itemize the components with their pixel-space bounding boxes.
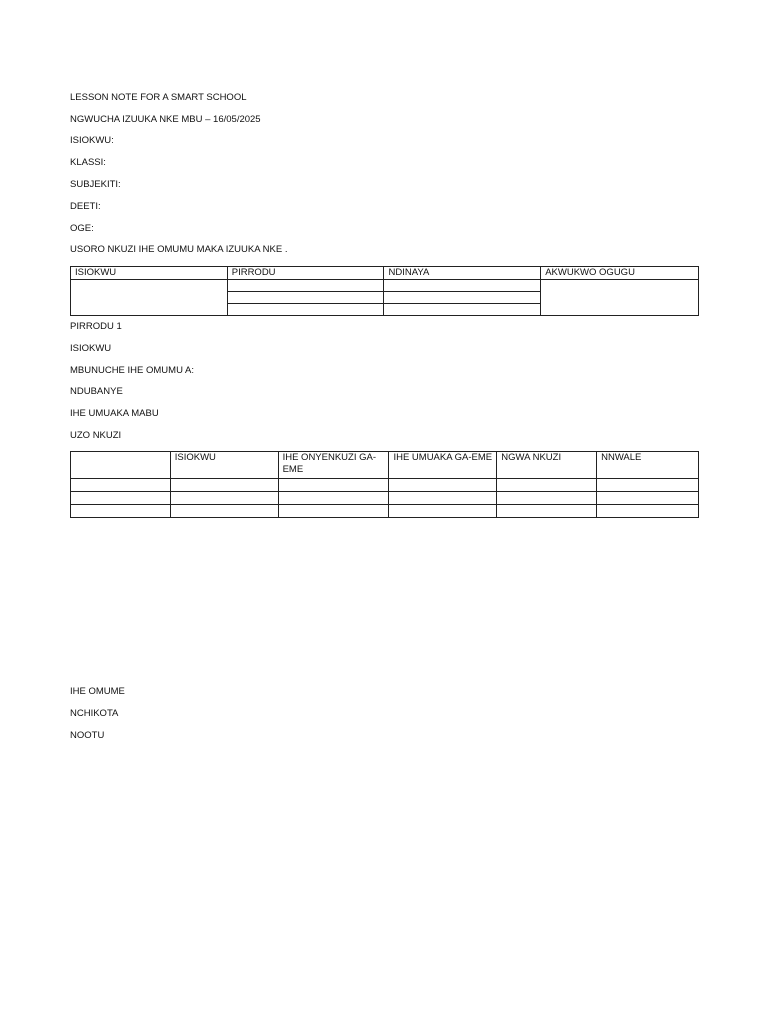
doc-title: LESSON NOTE FOR A SMART SCHOOL xyxy=(70,92,247,103)
table-row xyxy=(71,280,699,292)
table-cell[interactable] xyxy=(227,292,384,304)
isiokwu-heading: ISIOKWU xyxy=(70,343,112,354)
ihe-omume-label: IHE OMUME xyxy=(70,686,125,697)
scheme-header-cell: AKWUKWO OGUGU xyxy=(541,267,699,280)
steps-header-cell: NGWA NKUZI xyxy=(497,452,597,479)
table-cell[interactable] xyxy=(597,492,699,505)
table-cell[interactable] xyxy=(227,304,384,316)
scheme-header-cell: ISIOKWU xyxy=(71,267,228,280)
table-cell[interactable] xyxy=(170,479,278,492)
klassi-label: KLASSI: xyxy=(70,157,106,168)
table-cell[interactable] xyxy=(384,280,541,292)
mbunuche-label: MBUNUCHE IHE OMUMU A: xyxy=(70,365,195,376)
table-cell[interactable] xyxy=(227,280,384,292)
table-row xyxy=(71,492,699,505)
table-cell[interactable] xyxy=(170,505,278,518)
oge-label: OGE: xyxy=(70,223,94,234)
scheme-table xyxy=(70,266,699,316)
table-cell[interactable] xyxy=(389,505,497,518)
ihe-umuaka-mabu-label: IHE UMUAKA MABU xyxy=(70,408,159,419)
table-row xyxy=(71,479,699,492)
table-cell[interactable] xyxy=(384,304,541,316)
table-cell[interactable] xyxy=(597,505,699,518)
table-cell[interactable] xyxy=(497,505,597,518)
subjekiti-label: SUBJEKITI: xyxy=(70,179,121,190)
table-cell[interactable] xyxy=(389,479,497,492)
usoro-nkuzi-line: USORO NKUZI IHE OMUMU MAKA IZUUKA NKE . xyxy=(70,244,288,255)
table-cell[interactable] xyxy=(71,492,171,505)
table-cell[interactable] xyxy=(278,505,389,518)
pirrodu-label: PIRRODU 1 xyxy=(70,321,122,332)
table-cell[interactable] xyxy=(541,280,699,316)
uzo-nkuzi-label: UZO NKUZI xyxy=(70,430,122,441)
nootu-label: NOOTU xyxy=(70,730,105,741)
steps-header-cell: ISIOKWU xyxy=(170,452,278,479)
table-cell[interactable] xyxy=(389,492,497,505)
table-cell[interactable] xyxy=(71,479,171,492)
table-cell[interactable] xyxy=(278,492,389,505)
steps-header-cell: IHE UMUAKA GA-EME xyxy=(389,452,497,479)
steps-table-header-row xyxy=(71,452,699,479)
table-cell[interactable] xyxy=(497,479,597,492)
teaching-steps-table xyxy=(70,451,699,518)
scheme-header-cell: NDINAYA xyxy=(384,267,541,280)
nchikota-label: NCHIKOTA xyxy=(70,708,119,719)
week-date-line: NGWUCHA IZUUKA NKE MBU – 16/05/2025 xyxy=(70,114,261,125)
ndubanye-label: NDUBANYE xyxy=(70,386,123,397)
isiokwu-label: ISIOKWU: xyxy=(70,135,114,146)
table-cell[interactable] xyxy=(384,292,541,304)
table-cell[interactable] xyxy=(278,479,389,492)
scheme-header-cell: PIRRODU xyxy=(227,267,384,280)
table-cell[interactable] xyxy=(170,492,278,505)
table-cell[interactable] xyxy=(597,479,699,492)
steps-header-cell: IHE ONYENKUZI GA-EME xyxy=(278,452,389,479)
deeti-label: DEETI: xyxy=(70,201,101,212)
table-cell[interactable] xyxy=(71,280,228,316)
scheme-table-header-row xyxy=(71,267,699,280)
steps-header-cell xyxy=(71,452,171,479)
table-cell[interactable] xyxy=(497,492,597,505)
table-row xyxy=(71,505,699,518)
steps-header-cell: NNWALE xyxy=(597,452,699,479)
table-cell[interactable] xyxy=(71,505,171,518)
